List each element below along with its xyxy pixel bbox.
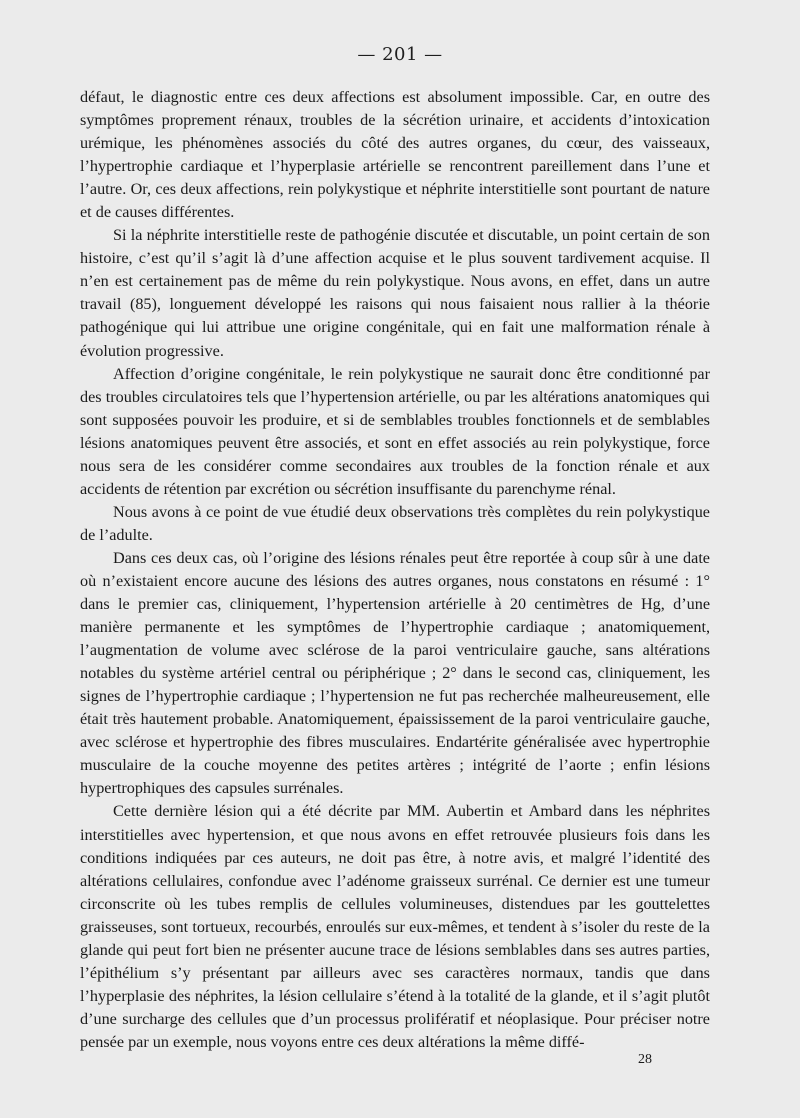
page-number-header: — 201 — — [357, 44, 443, 65]
paragraph-6: Cette dernière lésion qui a été décrite par MM. Aubertin et Ambard dans les néphrites interstitielles avec hypertension, et que nous avons en effet retrouvée plusieurs fois dans les conditions indiquées par ces auteurs, ne doit pas être, à notre avis, et malgré l’identité des altérations cellulaires, confondue avec l’adénome graisseux surrénal. Ce dernier est une tumeur circonscrite où les tubes remplis de cellules volumineuses, distendues par les gouttelettes graisseuses, sont tortueux, recourbés, enroulés sur eux-mêmes, et tendent à s’isoler du reste de la glande qui peut fort bien ne présenter aucune trace de lésions semblables dans ses autres parties, l’épithélium s’y présentant par ailleurs avec ses caractères normaux, tandis que dans l’hyperplasie des néphrites, la lésion cellulaire s’étend à la totalité de la glande, et il s’agit plutôt d’une surcharge des cellules que d’un processus prolifératif et néoplasique. Pour préciser notre pensée par un exemple, nous voyons entre ces deux altérations la même diffé- — [80, 802, 710, 1051]
signature-mark: 28 — [638, 1052, 652, 1067]
body-text — [80, 86, 710, 1054]
paragraph-2: Si la néphrite interstitielle reste de pathogénie discutée et discutable, un point certain de son histoire, c’est qu’il s’agit là d’une affection acquise et le plus souvent tardivement acquise. Il n’en est certainement pas de même du rein polykystique. Nous avons, en effet, dans un autre travail (85), longuement développé les raisons qui nous faisaient nous rallier à la théorie pathogénique qui lui attribue une origine congénitale, qui en fait une malformation rénale à évolution progressive. — [80, 226, 710, 360]
paragraph-5: Dans ces deux cas, où l’origine des lésions rénales peut être reportée à coup sûr à une date où n’existaient encore aucune des lésions des autres organes, nous constatons en résumé : 1° dans le premier cas, cliniquement, l’hypertension artérielle à 20 centimètres de Hg, d’une manière permanente et les symptômes de l’hypertrophie cardiaque ; anatomiquement, l’augmentation de volume avec sclérose de la paroi ventriculaire gauche, sans altérations notables du système artériel central ou périphérique ; 2° dans le second cas, cliniquement, les signes de l’hypertrophie cardiaque ; l’hypertension ne fut pas recherchée malheureusement, elle était très hautement probable. Anatomiquement, épaississement de la paroi ventriculaire gauche, avec sclérose et hypertrophie des fibres musculaires. Endartérite généralisée avec hypertrophie musculaire de la couche moyenne des petites artères ; intégrité de l’aorte ; enfin lésions hypertrophiques des capsules surrénales. — [80, 548, 710, 798]
paragraph-1: défaut, le diagnostic entre ces deux affections est absolument impossible. Car, en outre des symptômes proprement rénaux, troubles de la sécrétion urinaire, et accidents d’intoxication urémique, les phénomènes associés du côté des autres organes, du cœur, des vaisseaux, l’hypertrophie cardiaque et l’hyperplasie artérielle se rencontrent pareillement dans l’une et l’autre. Or, ces deux affections, rein polykystique et néphrite interstitielle sont pourtant de nature et de causes différentes. — [80, 88, 710, 222]
paragraph-4: Nous avons à ce point de vue étudié deux observations très complètes du rein polykystique de l’adulte. — [80, 502, 710, 544]
paragraph-3: Affection d’origine congénitale, le rein polykystique ne saurait donc être conditionné par des troubles circulatoires tels que l’hypertension artérielle, ou par les altérations anatomiques qui sont supposées pouvoir les produire, et si de semblables troubles fonctionnels et de semblables lésions anatomiques peuvent être associés, et sont en effet associés au rein polykystique, force nous sera de les considérer comme secondaires aux troubles de la fonction rénale et aux accidents de rétention par excrétion ou sécrétion insuffisante du parenchyme rénal. — [80, 364, 710, 498]
